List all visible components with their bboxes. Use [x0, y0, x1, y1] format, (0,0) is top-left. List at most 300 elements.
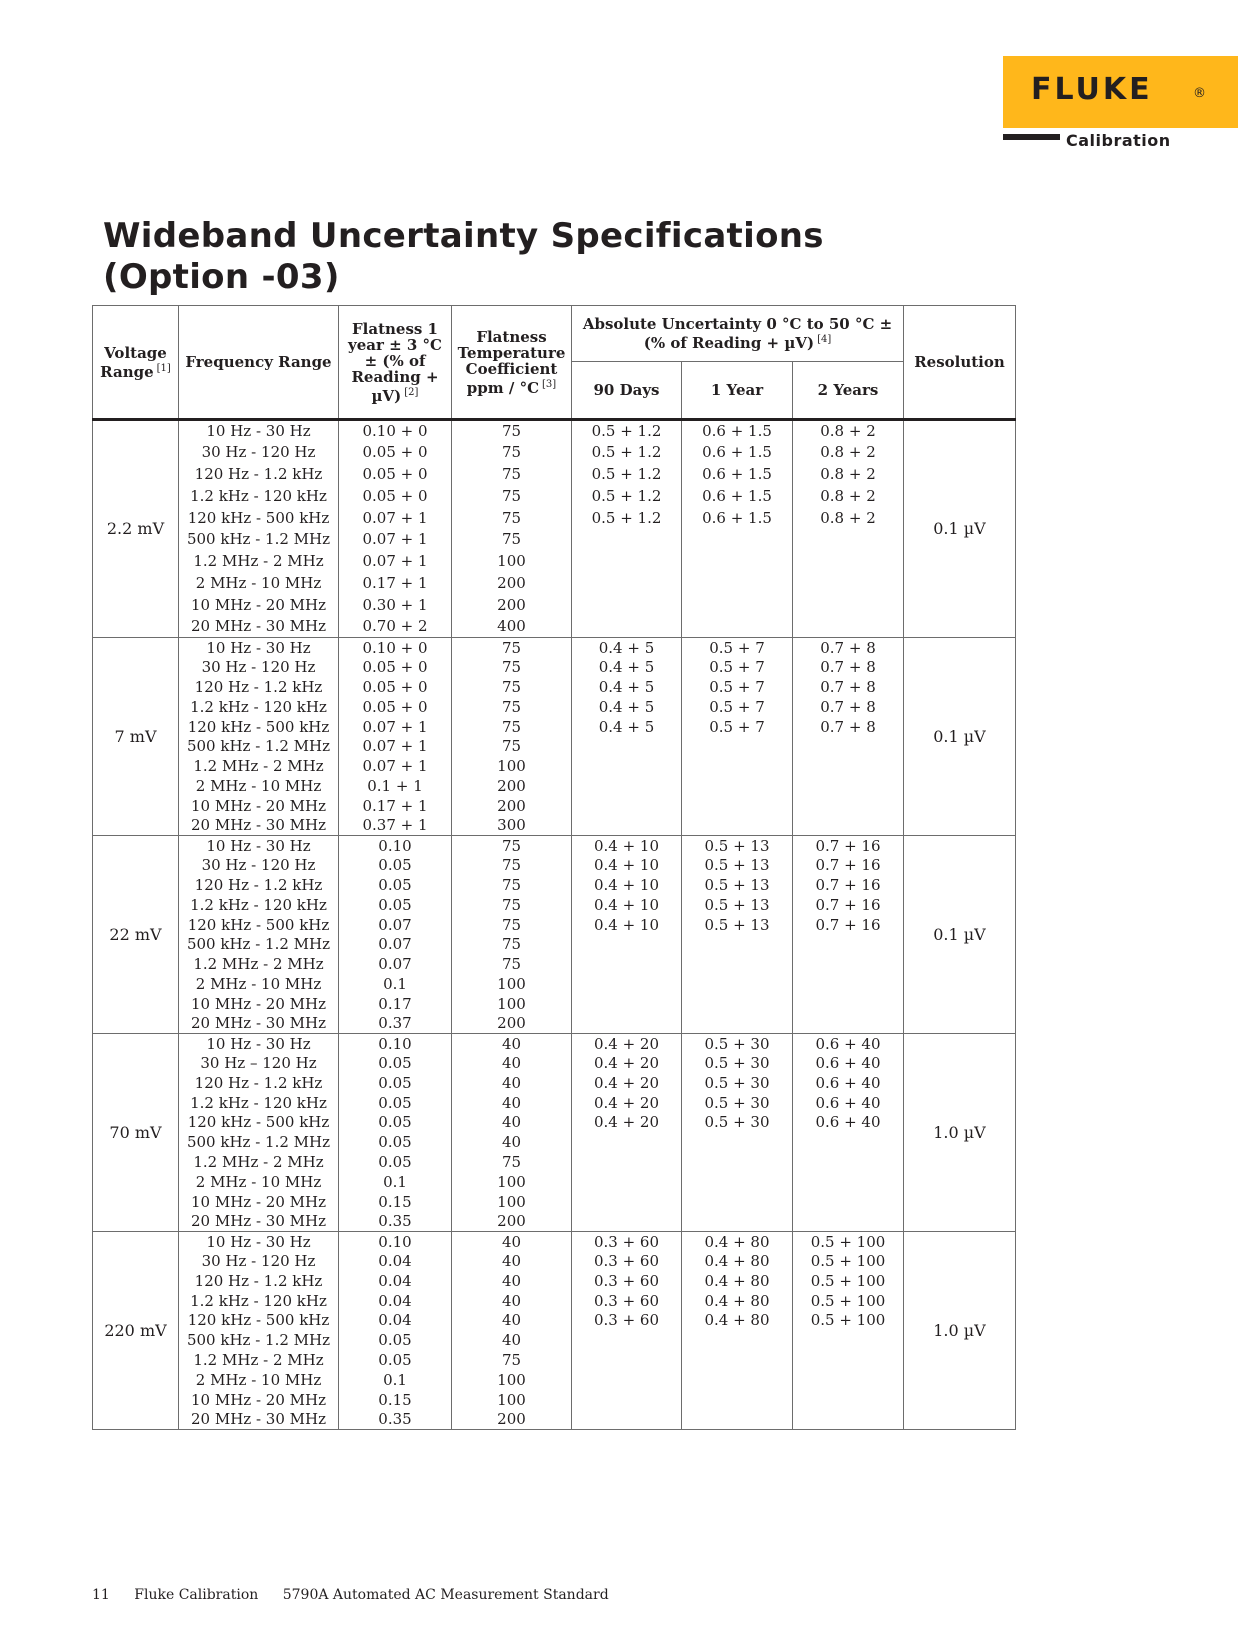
uncertainty-1-year-cell: 0.6 + 1.5	[682, 507, 793, 529]
frequency-cell: 1.2 MHz - 2 MHz	[179, 1350, 339, 1370]
uncertainty-90-days-cell	[572, 1014, 682, 1034]
uncertainty-1-year-cell	[682, 1212, 793, 1232]
flatness-cell: 0.04	[339, 1271, 452, 1291]
uncertainty-1-year-cell	[682, 974, 793, 994]
uncertainty-1-year-cell	[682, 1192, 793, 1212]
temp-coeff-cell: 200	[452, 1014, 572, 1034]
uncertainty-2-years-cell: 0.7 + 8	[793, 717, 904, 737]
temp-coeff-cell: 75	[452, 1350, 572, 1370]
flatness-cell: 0.05	[339, 1113, 452, 1133]
title-line-1: Wideband Uncertainty Specifications	[103, 216, 824, 256]
table-row	[93, 895, 1016, 915]
uncertainty-1-year-cell: 0.4 + 80	[682, 1251, 793, 1271]
uncertainty-1-year-cell: 0.5 + 30	[682, 1093, 793, 1113]
table-row	[93, 697, 1016, 717]
table-row	[93, 934, 1016, 954]
uncertainty-90-days-cell	[572, 974, 682, 994]
frequency-cell: 10 Hz - 30 Hz	[179, 1231, 339, 1251]
temp-coeff-cell: 200	[452, 1212, 572, 1232]
table-row	[93, 1410, 1016, 1430]
temp-coeff-cell: 200	[452, 572, 572, 594]
uncertainty-1-year-cell: 0.4 + 80	[682, 1271, 793, 1291]
uncertainty-1-year-cell	[682, 528, 793, 550]
frequency-cell: 10 MHz - 20 MHz	[179, 594, 339, 616]
temp-coeff-cell: 200	[452, 796, 572, 816]
footer-company: Fluke Calibration	[134, 1587, 259, 1603]
table-row	[93, 954, 1016, 974]
frequency-cell: 120 kHz - 500 kHz	[179, 1311, 339, 1331]
uncertainty-2-years-cell	[793, 1152, 904, 1172]
spec-table	[92, 305, 1016, 1430]
uncertainty-2-years-cell	[793, 736, 904, 756]
uncertainty-90-days-cell	[572, 1410, 682, 1430]
flatness-cell: 0.10 + 0	[339, 420, 452, 442]
table-row	[93, 1014, 1016, 1034]
temp-coeff-cell: 40	[452, 1311, 572, 1331]
frequency-cell: 30 Hz – 120 Hz	[179, 1053, 339, 1073]
uncertainty-2-years-cell: 0.5 + 100	[793, 1251, 904, 1271]
temp-coeff-cell: 75	[452, 507, 572, 529]
registered-mark: ®	[1193, 86, 1206, 101]
temp-coeff-cell: 100	[452, 1172, 572, 1192]
frequency-cell: 120 kHz - 500 kHz	[179, 717, 339, 737]
flatness-cell: 0.10	[339, 1231, 452, 1251]
uncertainty-2-years-cell: 0.5 + 100	[793, 1231, 904, 1251]
temp-coeff-cell: 75	[452, 895, 572, 915]
temp-coeff-cell: 40	[452, 1053, 572, 1073]
uncertainty-2-years-cell	[793, 528, 904, 550]
uncertainty-1-year-cell: 0.4 + 80	[682, 1311, 793, 1331]
voltage-range-cell: 22 mV	[93, 835, 179, 1033]
uncertainty-2-years-cell: 0.7 + 16	[793, 835, 904, 855]
uncertainty-2-years-cell: 0.6 + 40	[793, 1033, 904, 1053]
flatness-cell: 0.05	[339, 1093, 452, 1113]
temp-coeff-cell: 200	[452, 594, 572, 616]
temp-coeff-cell: 300	[452, 816, 572, 836]
table-row	[93, 528, 1016, 550]
footer-product: 5790A Automated AC Measurement Standard	[282, 1587, 609, 1603]
uncertainty-1-year-cell	[682, 934, 793, 954]
resolution-cell: 0.1 µV	[904, 835, 1016, 1033]
table-row	[93, 736, 1016, 756]
table-row	[93, 572, 1016, 594]
frequency-cell: 500 kHz - 1.2 MHz	[179, 1132, 339, 1152]
uncertainty-1-year-cell: 0.4 + 80	[682, 1231, 793, 1251]
frequency-cell: 2 MHz - 10 MHz	[179, 1172, 339, 1192]
uncertainty-2-years-cell	[793, 816, 904, 836]
table-row	[93, 796, 1016, 816]
table-row	[93, 835, 1016, 855]
uncertainty-1-year-cell	[682, 1410, 793, 1430]
page-footer	[92, 1587, 629, 1603]
uncertainty-1-year-cell: 0.5 + 7	[682, 697, 793, 717]
table-row	[93, 1350, 1016, 1370]
frequency-cell: 10 MHz - 20 MHz	[179, 1390, 339, 1410]
table-row	[93, 1291, 1016, 1311]
flatness-cell: 0.05	[339, 895, 452, 915]
temp-coeff-cell: 75	[452, 934, 572, 954]
temp-coeff-cell: 75	[452, 441, 572, 463]
header-frequency-range: Frequency Range	[179, 306, 339, 420]
uncertainty-90-days-cell: 0.4 + 20	[572, 1113, 682, 1133]
flatness-cell: 0.70 + 2	[339, 616, 452, 638]
frequency-cell: 120 Hz - 1.2 kHz	[179, 1073, 339, 1093]
uncertainty-90-days-cell: 0.5 + 1.2	[572, 507, 682, 529]
uncertainty-2-years-cell: 0.8 + 2	[793, 507, 904, 529]
temp-coeff-cell: 100	[452, 974, 572, 994]
uncertainty-1-year-cell	[682, 1014, 793, 1034]
flatness-cell: 0.1	[339, 974, 452, 994]
uncertainty-2-years-cell	[793, 572, 904, 594]
temp-coeff-cell: 75	[452, 485, 572, 507]
temp-coeff-cell: 40	[452, 1132, 572, 1152]
uncertainty-2-years-cell: 0.7 + 16	[793, 915, 904, 935]
uncertainty-90-days-cell	[572, 572, 682, 594]
uncertainty-1-year-cell: 0.5 + 30	[682, 1073, 793, 1093]
table-row	[93, 1093, 1016, 1113]
uncertainty-2-years-cell	[793, 1390, 904, 1410]
flatness-cell: 0.17 + 1	[339, 796, 452, 816]
uncertainty-90-days-cell	[572, 736, 682, 756]
uncertainty-1-year-cell: 0.5 + 13	[682, 835, 793, 855]
logo-subtitle: Calibration	[1066, 131, 1171, 150]
temp-coeff-cell: 75	[452, 420, 572, 442]
uncertainty-90-days-cell: 0.3 + 60	[572, 1271, 682, 1291]
uncertainty-90-days-cell	[572, 528, 682, 550]
uncertainty-90-days-cell: 0.4 + 20	[572, 1093, 682, 1113]
uncertainty-2-years-cell	[793, 1132, 904, 1152]
table-row	[93, 1251, 1016, 1271]
uncertainty-2-years-cell	[793, 974, 904, 994]
flatness-cell: 0.04	[339, 1311, 452, 1331]
temp-coeff-cell: 40	[452, 1113, 572, 1133]
flatness-cell: 0.05	[339, 1073, 452, 1093]
flatness-cell: 0.05	[339, 855, 452, 875]
uncertainty-2-years-cell: 0.8 + 2	[793, 463, 904, 485]
uncertainty-2-years-cell	[793, 1192, 904, 1212]
logo-bar	[1003, 134, 1060, 140]
flatness-cell: 0.07 + 1	[339, 717, 452, 737]
frequency-cell: 20 MHz - 30 MHz	[179, 616, 339, 638]
table-row	[93, 1172, 1016, 1192]
flatness-cell: 0.17	[339, 994, 452, 1014]
uncertainty-90-days-cell: 0.4 + 5	[572, 697, 682, 717]
voltage-range-cell: 2.2 mV	[93, 420, 179, 638]
flatness-cell: 0.10	[339, 1033, 452, 1053]
flatness-cell: 0.05	[339, 1350, 452, 1370]
frequency-cell: 120 Hz - 1.2 kHz	[179, 875, 339, 895]
uncertainty-90-days-cell	[572, 1212, 682, 1232]
uncertainty-2-years-cell	[793, 934, 904, 954]
uncertainty-1-year-cell: 0.6 + 1.5	[682, 485, 793, 507]
temp-coeff-cell: 200	[452, 776, 572, 796]
table-row	[93, 657, 1016, 677]
temp-coeff-cell: 40	[452, 1271, 572, 1291]
uncertainty-90-days-cell: 0.4 + 5	[572, 657, 682, 677]
range-group	[93, 835, 1016, 1033]
temp-coeff-cell: 75	[452, 835, 572, 855]
table-row	[93, 855, 1016, 875]
uncertainty-1-year-cell	[682, 776, 793, 796]
frequency-cell: 500 kHz - 1.2 MHz	[179, 1330, 339, 1350]
uncertainty-90-days-cell	[572, 756, 682, 776]
flatness-cell: 0.1	[339, 1370, 452, 1390]
flatness-cell: 0.07 + 1	[339, 550, 452, 572]
header-2-years: 2 Years	[793, 362, 904, 420]
frequency-cell: 1.2 MHz - 2 MHz	[179, 756, 339, 776]
uncertainty-1-year-cell: 0.5 + 13	[682, 915, 793, 935]
header-voltage-range: Voltage Range [1]	[93, 306, 179, 420]
uncertainty-90-days-cell: 0.4 + 20	[572, 1053, 682, 1073]
uncertainty-2-years-cell: 0.7 + 8	[793, 637, 904, 657]
fluke-logo	[1003, 56, 1238, 128]
temp-coeff-cell: 75	[452, 717, 572, 737]
uncertainty-1-year-cell	[682, 1172, 793, 1192]
header-temp-coefficient: Flatness Temperature Coefficient ppm / °C [3]	[452, 306, 572, 420]
uncertainty-2-years-cell	[793, 994, 904, 1014]
resolution-cell: 1.0 µV	[904, 1231, 1016, 1429]
uncertainty-1-year-cell	[682, 1370, 793, 1390]
table-row	[93, 550, 1016, 572]
table-row	[93, 441, 1016, 463]
temp-coeff-cell: 100	[452, 1370, 572, 1390]
frequency-cell: 2 MHz - 10 MHz	[179, 1370, 339, 1390]
table-row	[93, 974, 1016, 994]
flatness-cell: 0.07 + 1	[339, 528, 452, 550]
temp-coeff-cell: 40	[452, 1330, 572, 1350]
uncertainty-90-days-cell	[572, 1192, 682, 1212]
flatness-cell: 0.30 + 1	[339, 594, 452, 616]
uncertainty-90-days-cell	[572, 1152, 682, 1172]
flatness-cell: 0.35	[339, 1212, 452, 1232]
temp-coeff-cell: 75	[452, 855, 572, 875]
uncertainty-2-years-cell: 0.6 + 40	[793, 1113, 904, 1133]
header-absolute-uncertainty: Absolute Uncertainty 0 °C to 50 °C ± (% of Reading + µV) [4]	[572, 306, 904, 362]
uncertainty-2-years-cell	[793, 1014, 904, 1034]
table-row	[93, 463, 1016, 485]
uncertainty-1-year-cell: 0.5 + 13	[682, 895, 793, 915]
flatness-cell: 0.35	[339, 1410, 452, 1430]
flatness-cell: 0.10 + 0	[339, 637, 452, 657]
flatness-cell: 0.07 + 1	[339, 736, 452, 756]
flatness-cell: 0.07 + 1	[339, 756, 452, 776]
range-group	[93, 1033, 1016, 1231]
table-row	[93, 616, 1016, 638]
uncertainty-2-years-cell	[793, 796, 904, 816]
frequency-cell: 1.2 kHz - 120 kHz	[179, 1291, 339, 1311]
flatness-cell: 0.15	[339, 1192, 452, 1212]
frequency-cell: 10 Hz - 30 Hz	[179, 835, 339, 855]
table-row	[93, 1113, 1016, 1133]
table-row	[93, 507, 1016, 529]
frequency-cell: 2 MHz - 10 MHz	[179, 776, 339, 796]
uncertainty-90-days-cell	[572, 776, 682, 796]
temp-coeff-cell: 75	[452, 736, 572, 756]
uncertainty-90-days-cell: 0.5 + 1.2	[572, 441, 682, 463]
flatness-cell: 0.37 + 1	[339, 816, 452, 836]
uncertainty-1-year-cell	[682, 994, 793, 1014]
temp-coeff-cell: 100	[452, 1390, 572, 1410]
frequency-cell: 30 Hz - 120 Hz	[179, 441, 339, 463]
uncertainty-1-year-cell	[682, 954, 793, 974]
uncertainty-1-year-cell: 0.6 + 1.5	[682, 463, 793, 485]
uncertainty-1-year-cell: 0.4 + 80	[682, 1291, 793, 1311]
range-group	[93, 637, 1016, 835]
uncertainty-90-days-cell	[572, 1172, 682, 1192]
frequency-cell: 10 MHz - 20 MHz	[179, 1192, 339, 1212]
uncertainty-90-days-cell: 0.3 + 60	[572, 1251, 682, 1271]
voltage-range-cell: 7 mV	[93, 637, 179, 835]
frequency-cell: 1.2 MHz - 2 MHz	[179, 550, 339, 572]
uncertainty-90-days-cell	[572, 1132, 682, 1152]
flatness-cell: 0.05	[339, 1053, 452, 1073]
uncertainty-2-years-cell: 0.5 + 100	[793, 1271, 904, 1291]
resolution-cell: 0.1 µV	[904, 637, 1016, 835]
frequency-cell: 30 Hz - 120 Hz	[179, 1251, 339, 1271]
flatness-cell: 0.05 + 0	[339, 463, 452, 485]
uncertainty-90-days-cell: 0.5 + 1.2	[572, 485, 682, 507]
uncertainty-1-year-cell: 0.5 + 7	[682, 677, 793, 697]
uncertainty-1-year-cell	[682, 1330, 793, 1350]
flatness-cell: 0.1	[339, 1172, 452, 1192]
frequency-cell: 120 Hz - 1.2 kHz	[179, 1271, 339, 1291]
frequency-cell: 10 Hz - 30 Hz	[179, 1033, 339, 1053]
resolution-cell: 1.0 µV	[904, 1033, 1016, 1231]
table-row	[93, 1271, 1016, 1291]
header-90-days: 90 Days	[572, 362, 682, 420]
temp-coeff-cell: 200	[452, 1410, 572, 1430]
uncertainty-1-year-cell	[682, 594, 793, 616]
uncertainty-90-days-cell	[572, 796, 682, 816]
table-row	[93, 717, 1016, 737]
flatness-cell: 0.04	[339, 1291, 452, 1311]
uncertainty-1-year-cell: 0.6 + 1.5	[682, 441, 793, 463]
uncertainty-2-years-cell	[793, 1172, 904, 1192]
uncertainty-2-years-cell: 0.5 + 100	[793, 1291, 904, 1311]
uncertainty-90-days-cell	[572, 954, 682, 974]
flatness-cell: 0.07	[339, 934, 452, 954]
flatness-cell: 0.17 + 1	[339, 572, 452, 594]
uncertainty-1-year-cell: 0.5 + 30	[682, 1033, 793, 1053]
frequency-cell: 10 Hz - 30 Hz	[179, 637, 339, 657]
uncertainty-1-year-cell: 0.5 + 7	[682, 637, 793, 657]
frequency-cell: 500 kHz - 1.2 MHz	[179, 934, 339, 954]
title-line-2: (Option -03)	[103, 257, 340, 297]
temp-coeff-cell: 40	[452, 1093, 572, 1113]
temp-coeff-cell: 400	[452, 616, 572, 638]
table-row	[93, 776, 1016, 796]
uncertainty-2-years-cell	[793, 1330, 904, 1350]
frequency-cell: 20 MHz - 30 MHz	[179, 816, 339, 836]
header-resolution: Resolution	[904, 306, 1016, 420]
uncertainty-2-years-cell: 0.7 + 8	[793, 677, 904, 697]
uncertainty-2-years-cell: 0.8 + 2	[793, 420, 904, 442]
frequency-cell: 120 Hz - 1.2 kHz	[179, 677, 339, 697]
uncertainty-2-years-cell	[793, 776, 904, 796]
uncertainty-90-days-cell	[572, 816, 682, 836]
flatness-cell: 0.05 + 0	[339, 697, 452, 717]
uncertainty-1-year-cell	[682, 616, 793, 638]
flatness-cell: 0.07 + 1	[339, 507, 452, 529]
uncertainty-90-days-cell: 0.5 + 1.2	[572, 420, 682, 442]
temp-coeff-cell: 100	[452, 1192, 572, 1212]
uncertainty-1-year-cell	[682, 796, 793, 816]
uncertainty-1-year-cell: 0.5 + 13	[682, 875, 793, 895]
temp-coeff-cell: 100	[452, 994, 572, 1014]
table-row	[93, 1330, 1016, 1350]
frequency-cell: 1.2 kHz - 120 kHz	[179, 895, 339, 915]
temp-coeff-cell: 100	[452, 550, 572, 572]
uncertainty-2-years-cell	[793, 550, 904, 572]
flatness-cell: 0.15	[339, 1390, 452, 1410]
flatness-cell: 0.05 + 0	[339, 485, 452, 507]
uncertainty-90-days-cell	[572, 934, 682, 954]
table-row	[93, 637, 1016, 657]
frequency-cell: 1.2 kHz - 120 kHz	[179, 697, 339, 717]
temp-coeff-cell: 75	[452, 463, 572, 485]
voltage-range-cell: 220 mV	[93, 1231, 179, 1429]
frequency-cell: 1.2 kHz - 120 kHz	[179, 1093, 339, 1113]
temp-coeff-cell: 75	[452, 657, 572, 677]
temp-coeff-cell: 75	[452, 637, 572, 657]
uncertainty-2-years-cell: 0.7 + 8	[793, 657, 904, 677]
uncertainty-2-years-cell: 0.6 + 40	[793, 1073, 904, 1093]
uncertainty-90-days-cell: 0.4 + 5	[572, 677, 682, 697]
uncertainty-90-days-cell: 0.4 + 10	[572, 875, 682, 895]
uncertainty-90-days-cell: 0.4 + 10	[572, 835, 682, 855]
frequency-cell: 120 kHz - 500 kHz	[179, 507, 339, 529]
frequency-cell: 120 kHz - 500 kHz	[179, 1113, 339, 1133]
table-row	[93, 1370, 1016, 1390]
table-row	[93, 1311, 1016, 1331]
temp-coeff-cell: 75	[452, 528, 572, 550]
resolution-cell: 0.1 µV	[904, 420, 1016, 638]
frequency-cell: 20 MHz - 30 MHz	[179, 1212, 339, 1232]
table-row	[93, 816, 1016, 836]
uncertainty-90-days-cell: 0.3 + 60	[572, 1311, 682, 1331]
range-group	[93, 420, 1016, 638]
flatness-cell: 0.05	[339, 875, 452, 895]
uncertainty-1-year-cell: 0.5 + 7	[682, 657, 793, 677]
frequency-cell: 2 MHz - 10 MHz	[179, 572, 339, 594]
flatness-cell: 0.07	[339, 954, 452, 974]
uncertainty-90-days-cell	[572, 1370, 682, 1390]
table-row	[93, 485, 1016, 507]
uncertainty-90-days-cell: 0.4 + 10	[572, 895, 682, 915]
page-title	[103, 216, 824, 298]
uncertainty-90-days-cell: 0.4 + 20	[572, 1033, 682, 1053]
uncertainty-90-days-cell	[572, 994, 682, 1014]
temp-coeff-cell: 40	[452, 1033, 572, 1053]
flatness-cell: 0.37	[339, 1014, 452, 1034]
uncertainty-90-days-cell	[572, 1390, 682, 1410]
frequency-cell: 120 Hz - 1.2 kHz	[179, 463, 339, 485]
table-row	[93, 875, 1016, 895]
uncertainty-2-years-cell	[793, 954, 904, 974]
uncertainty-1-year-cell	[682, 1152, 793, 1172]
uncertainty-2-years-cell: 0.7 + 16	[793, 895, 904, 915]
flatness-cell: 0.07	[339, 915, 452, 935]
uncertainty-2-years-cell	[793, 1350, 904, 1370]
table-row	[93, 1390, 1016, 1410]
frequency-cell: 2 MHz - 10 MHz	[179, 974, 339, 994]
uncertainty-1-year-cell	[682, 736, 793, 756]
uncertainty-2-years-cell: 0.5 + 100	[793, 1311, 904, 1331]
flatness-cell: 0.05 + 0	[339, 441, 452, 463]
frequency-cell: 1.2 MHz - 2 MHz	[179, 1152, 339, 1172]
temp-coeff-cell: 40	[452, 1251, 572, 1271]
frequency-cell: 1.2 MHz - 2 MHz	[179, 954, 339, 974]
